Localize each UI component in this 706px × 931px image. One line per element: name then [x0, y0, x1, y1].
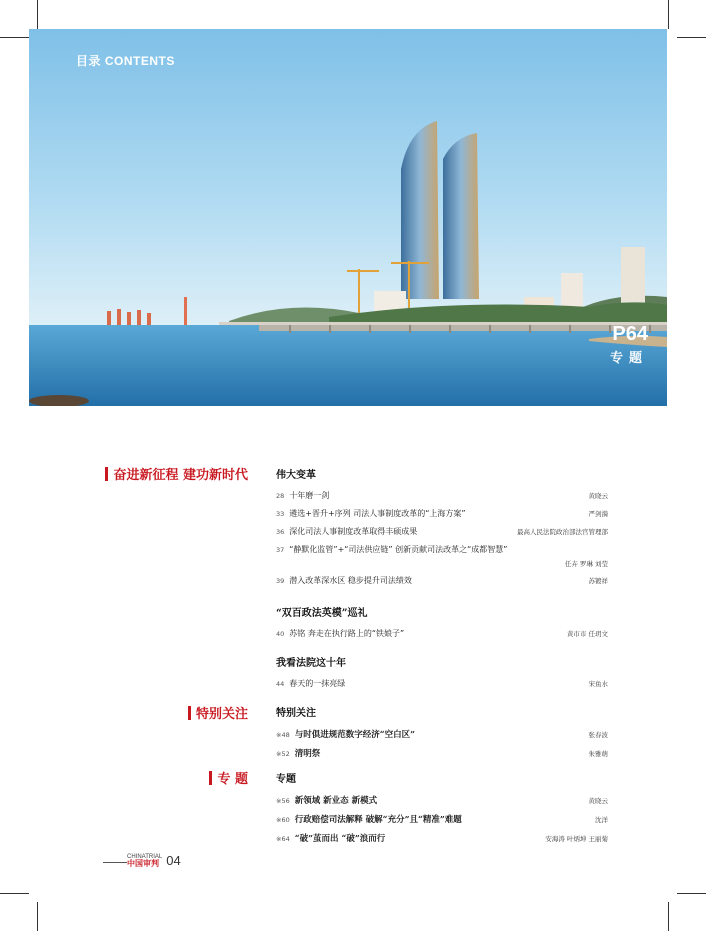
entry-author: 黄晓云 [588, 492, 608, 500]
entry-title: 十年磨一剑 [289, 491, 330, 500]
entry-title: 与时俱进规范数字经济“空白区” [294, 730, 415, 740]
accent-bar [105, 467, 108, 481]
group-title: 伟大变革 [276, 470, 316, 481]
entry-page: ※64 [276, 835, 290, 843]
toc-group [276, 770, 608, 851]
group-title: 特别关注 [276, 708, 316, 719]
entry-title: 行政赔偿司法解释 破解“充分”且“精准”难题 [294, 815, 462, 825]
toc-entry[interactable] [276, 794, 608, 806]
toc-group [276, 604, 608, 646]
toc-group [276, 654, 608, 696]
section-heading [105, 464, 248, 483]
magazine-logo [127, 854, 162, 868]
toc-entry[interactable] [276, 526, 608, 537]
entry-author: 宋鱼水 [588, 680, 608, 688]
entry-page: 37 [276, 546, 285, 554]
entry-page: 44 [276, 680, 285, 688]
section-heading-label: 特别关注 [195, 707, 248, 722]
toc-entry[interactable] [276, 508, 608, 519]
entry-title: 潜入改革深水区 稳步提升司法绩效 [289, 576, 412, 585]
entry-title: 新领域 新业态 新模式 [294, 796, 378, 806]
city-skyline-illustration [29, 29, 667, 406]
group-title: 专题 [276, 774, 296, 785]
hero-photo [29, 29, 667, 406]
entry-page: 39 [276, 577, 285, 585]
toc-entry-authors [276, 559, 608, 568]
featured-topic: 专题 [609, 351, 648, 366]
entry-page: 40 [276, 630, 285, 638]
group-title: 我看法院这十年 [276, 658, 346, 669]
toc-entry[interactable] [276, 832, 608, 844]
toc-entry[interactable] [276, 575, 608, 586]
accent-bar [209, 771, 212, 785]
page-number: 04 [166, 853, 181, 868]
group-title: “双百政法英模”巡礼 [276, 608, 368, 619]
section-heading [209, 768, 248, 787]
entry-author: 张春波 [588, 731, 608, 739]
entry-page: 33 [276, 510, 285, 518]
entry-author: 沈洋 [595, 816, 608, 824]
entry-author: 最高人民法院政治部法官管理部 [517, 528, 608, 536]
toc-entry[interactable] [276, 747, 608, 759]
entry-author: 苏镀祥 [588, 577, 608, 585]
featured-page-number: P64 [612, 323, 648, 345]
crop-mark [677, 37, 706, 38]
entry-page: ※60 [276, 816, 290, 824]
crop-mark [677, 893, 706, 894]
crop-mark [37, 902, 38, 931]
entry-page: ※52 [276, 750, 290, 758]
entry-title: “静默化监管”+“司法供应链” 创新贡献司法改革之“成都智慧” [289, 545, 508, 554]
entry-page: 36 [276, 528, 285, 536]
crop-mark [37, 0, 38, 29]
crop-mark [668, 0, 669, 29]
crop-mark [0, 37, 29, 38]
crop-mark [668, 902, 669, 931]
entry-title: 深化司法人事制度改革取得丰硕成果 [289, 527, 418, 536]
entry-title: 春天的一抹亮绿 [289, 679, 346, 688]
toc-entry[interactable] [276, 544, 608, 555]
entry-page: ※48 [276, 731, 290, 739]
entry-title: 清明祭 [294, 749, 321, 759]
toc-entry[interactable] [276, 678, 608, 689]
toc-label: 目录 CONTENTS [76, 54, 175, 68]
entry-author: 黄市市 任玥文 [566, 630, 608, 638]
entry-title: 苏铭 奔走在执行路上的“铁娘子” [289, 629, 405, 638]
toc-group [276, 466, 608, 593]
entry-title: 遴选+晋升+序列 司法人事制度改革的“上海方案” [289, 509, 466, 518]
section-heading-label: 奋进新征程 建功新时代 [113, 468, 248, 483]
entry-author: 黄晓云 [588, 797, 608, 805]
accent-bar [188, 706, 191, 720]
footer-rule [103, 862, 127, 863]
section-heading [188, 703, 248, 722]
brand-chinese: 中国审判 [127, 859, 159, 868]
toc-group [276, 704, 608, 766]
entry-author: 安海涛 叶炳坤 王丽菊 [545, 835, 608, 843]
crop-mark [0, 893, 29, 894]
entry-page: ※56 [276, 797, 290, 805]
toc-entry[interactable] [276, 728, 608, 740]
brand-english: CHINATRIAL [127, 854, 163, 860]
entry-author: 朱雅萌 [588, 750, 608, 758]
entry-author: 任卉 罗琳 刘莹 [564, 560, 608, 568]
toc-entry[interactable] [276, 813, 608, 825]
toc-entry[interactable] [276, 628, 608, 639]
entry-author: 严剑漪 [588, 510, 608, 518]
entry-page: 28 [276, 492, 285, 500]
section-heading-label: 专 题 [217, 772, 248, 787]
page-footer [103, 853, 181, 868]
entry-title: “破”茧而出 “破”浪而行 [294, 834, 386, 844]
toc-entry[interactable] [276, 490, 608, 501]
